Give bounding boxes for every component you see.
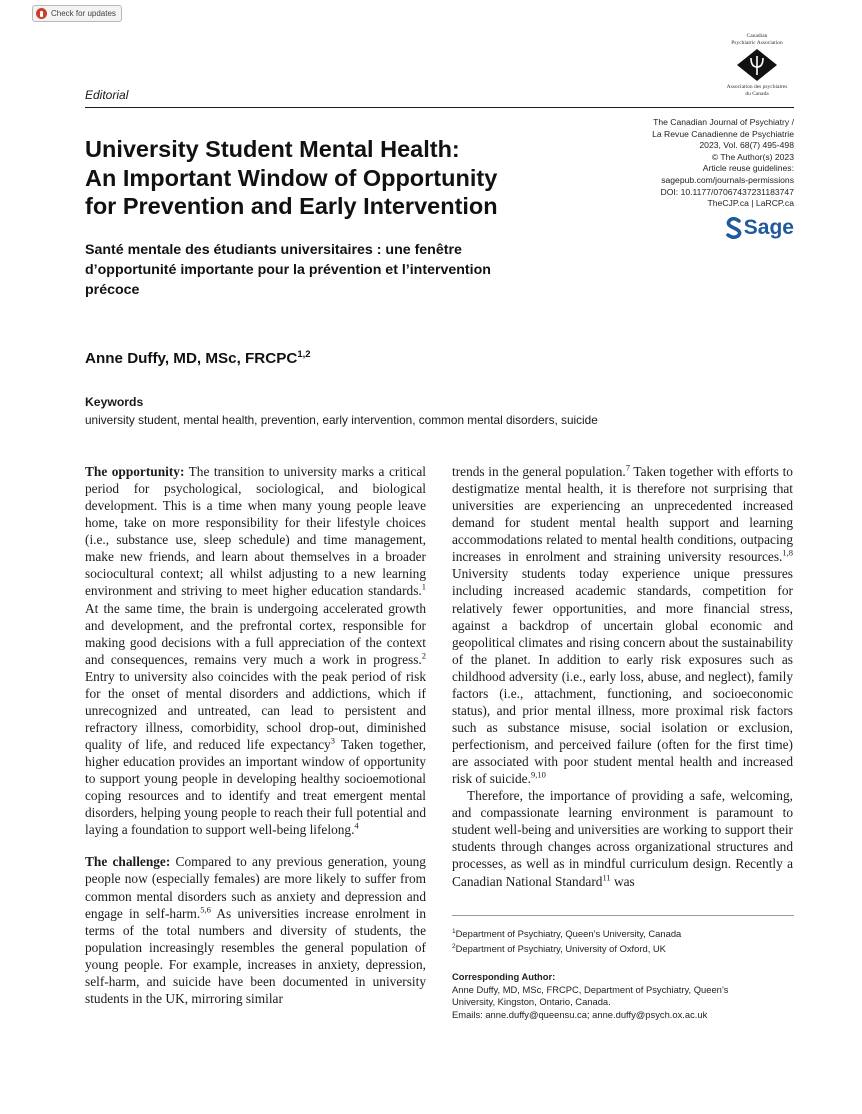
journal-info — [652, 117, 794, 210]
citation-ref[interactable]: 3 — [330, 735, 335, 746]
body-text: Compared to any previous generation, young people now (especially females) are more likely to suffer from common mental disorders such as anxiety and depression and engage in self-harm. — [85, 854, 426, 921]
article-title — [85, 135, 605, 221]
subtitle-line: Santé mentale des étudiants universitaires : une fenêtre — [85, 242, 462, 258]
society-french-line2: du Canada — [745, 90, 769, 97]
author-affiliation-marks: 1,2 — [297, 349, 311, 360]
footnotes — [452, 926, 794, 1021]
footnote-text: Department of Psychiatry, University of Oxford, UK — [455, 942, 666, 954]
journal-website-links[interactable]: TheCJP.ca | LaRCP.ca — [707, 198, 794, 209]
body-text: was — [610, 873, 635, 889]
title-line: An Important Window of Opportunity — [85, 164, 498, 191]
journal-line: La Revue Canadienne de Psychiatrie — [652, 128, 794, 139]
citation-ref[interactable]: 1 — [421, 582, 426, 592]
psi-diamond-icon — [736, 48, 778, 82]
journal-reuse-label: Article reuse guidelines: — [702, 163, 794, 174]
author-line — [85, 349, 311, 367]
paragraph-lead: The challenge: — [85, 854, 171, 870]
subtitle-line: précoce — [85, 282, 140, 298]
paragraph-challenge — [85, 853, 426, 1007]
sage-s-icon — [726, 217, 742, 239]
corresponding-author-heading: Corresponding Author: — [452, 971, 556, 983]
footnote-divider — [452, 915, 794, 916]
update-badge-icon — [36, 8, 47, 19]
body-column-right — [452, 463, 793, 890]
header-divider — [85, 107, 794, 108]
body-text: trends in the general population. — [452, 464, 626, 479]
body-text: Entry to university also coincides with the peak period of risk for the onset of mental disorders and addictions, which if unrecognized and untreated, can lead to persistent and refractory illness, comorbidity, school drop-out, diminished quality of life, and reduced life expectancy — [85, 668, 426, 752]
body-text: As universities increase enrolment in terms of the total numbers and diversity of students, the population increasingly resembles the general population of young people. For example, increases in anxiety, depression, self-harm, and suicide have been documented in university students in the UK, mirroring similar — [85, 905, 426, 1006]
corresponding-author-emails[interactable]: Emails: anne.duffy@queensu.ca; anne.duffy@psych.ox.ac.uk — [452, 1008, 708, 1020]
corresponding-author-line: University, Kingston, Ontario, Canada. — [452, 996, 611, 1008]
sage-wordmark: Sage — [743, 216, 794, 239]
citation-ref[interactable]: 1,8 — [782, 547, 793, 558]
body-text: Taken together, higher education provides an important window of opportunity to support young people in developing healthy socioemotional coping resources and to identify and treat emergent mental disorders, helping young people to reach their full potential and laying a foundation to support well-being lifelong. — [85, 737, 427, 838]
society-top-line: Canadian — [746, 33, 768, 39]
body-text: University students today experience unique pressures including increased academic standards, competition for relatively fewer opportunities, and more financial stress, against a backdrop of uncertain global economic and geopolitical climates and rising concern about the sustainability of the planet. In addition to early risk exposures such as childhood adversity (i.e., early loss, abuse, and neglect), family factors (i.e., attachment, functioning, and socioeconomic status), and prior mental illness, more proximal risk factors such as substance misuse, social isolation or exclusion, perfectionism, and perceived failure (often for the first time) are associated with poor student mental health and increased risk of suicide. — [452, 566, 793, 787]
corresponding-author-line: Anne Duffy, MD, MSc, FRCPC, Department of Psychiatry, Queen’s — [452, 983, 729, 995]
paragraph-trends — [452, 463, 793, 787]
affiliation-footnote — [452, 941, 794, 956]
society-french-line1: Association des psychiatres — [726, 84, 788, 90]
footnote-number: 2 — [452, 942, 456, 950]
article-subtitle-french — [85, 240, 605, 300]
footnote-number: 1 — [452, 928, 456, 935]
affiliation-footnote — [452, 926, 794, 941]
journal-doi-link[interactable]: DOI: 10.1177/07067437231183747 — [660, 186, 794, 197]
footnote-text: Department of Psychiatry, Queen’s University, Canada — [455, 928, 682, 940]
citation-ref[interactable]: 9,10 — [530, 769, 546, 780]
body-text: At the same time, the brain is undergoing accelerated growth and development, and the prefrontal cortex, responsible for making good decisions with a full appreciation of the context and consequences, remains very much a work in progress. — [85, 600, 426, 667]
citation-ref[interactable]: 2 — [421, 650, 426, 661]
body-column-left — [85, 463, 426, 1007]
body-text: Taken together with efforts to destigmatize mental health, it is therefore not surprising that universities are experiencing an unprecedented increased demand for student mental health support and learning accommodations related to mental health conditions, outpacing increases in enrolment and straining university resources. — [452, 464, 793, 565]
check-for-updates-button[interactable] — [32, 5, 122, 22]
subtitle-line: d’opportunité importante pour la prévention et l’intervention — [85, 262, 491, 278]
citation-ref[interactable]: 5,6 — [200, 904, 211, 915]
title-line: for Prevention and Early Intervention — [85, 193, 498, 219]
journal-volume: 2023, Vol. 68(7) 495-498 — [699, 140, 794, 151]
keywords-list: university student, mental health, prevention, early intervention, common mental disorders, suicide — [85, 413, 598, 427]
body-text: Therefore, the importance of providing a safe, welcoming, and compassionate learning environment is paramount to student well-being and universities are working to support their students through changes across organizational structures and processes, as well as in mindful curriculum design. Recently a Canadian National Standard — [452, 788, 793, 889]
society-name: Psychiatric Association — [731, 39, 783, 46]
citation-ref[interactable]: 11 — [602, 872, 611, 883]
keywords-heading: Keywords — [85, 395, 144, 409]
paragraph-therefore — [452, 787, 793, 889]
body-text: The transition to university marks a critical period for psychological, sociological, and biological development. This is a time when many young people leave home, take on more responsibility for their lifestyle choices (i.e., substance use, sleep schedule) and time management, make new friends, and learn about themselves in a broader sociocultural context; all whilst adjusting to a new learning environment and striving to meet higher education standards. — [85, 464, 426, 599]
sage-logo — [726, 216, 794, 240]
journal-line: The Canadian Journal of Psychiatry / — [653, 117, 794, 127]
society-logo — [716, 33, 798, 97]
paragraph-opportunity — [85, 463, 426, 838]
section-label: Editorial — [85, 88, 129, 102]
journal-copyright: © The Author(s) 2023 — [711, 151, 794, 162]
citation-ref[interactable]: 7 — [625, 462, 630, 473]
title-line: University Student Mental Health: — [85, 136, 460, 162]
paragraph-lead: The opportunity: — [85, 464, 185, 479]
check-for-updates-label: Check for updates — [51, 9, 116, 18]
author-name: Anne Duffy, MD, MSc, FRCPC — [85, 350, 298, 368]
citation-ref[interactable]: 4 — [354, 820, 359, 831]
journal-permissions-link[interactable]: sagepub.com/journals-permissions — [661, 174, 794, 185]
